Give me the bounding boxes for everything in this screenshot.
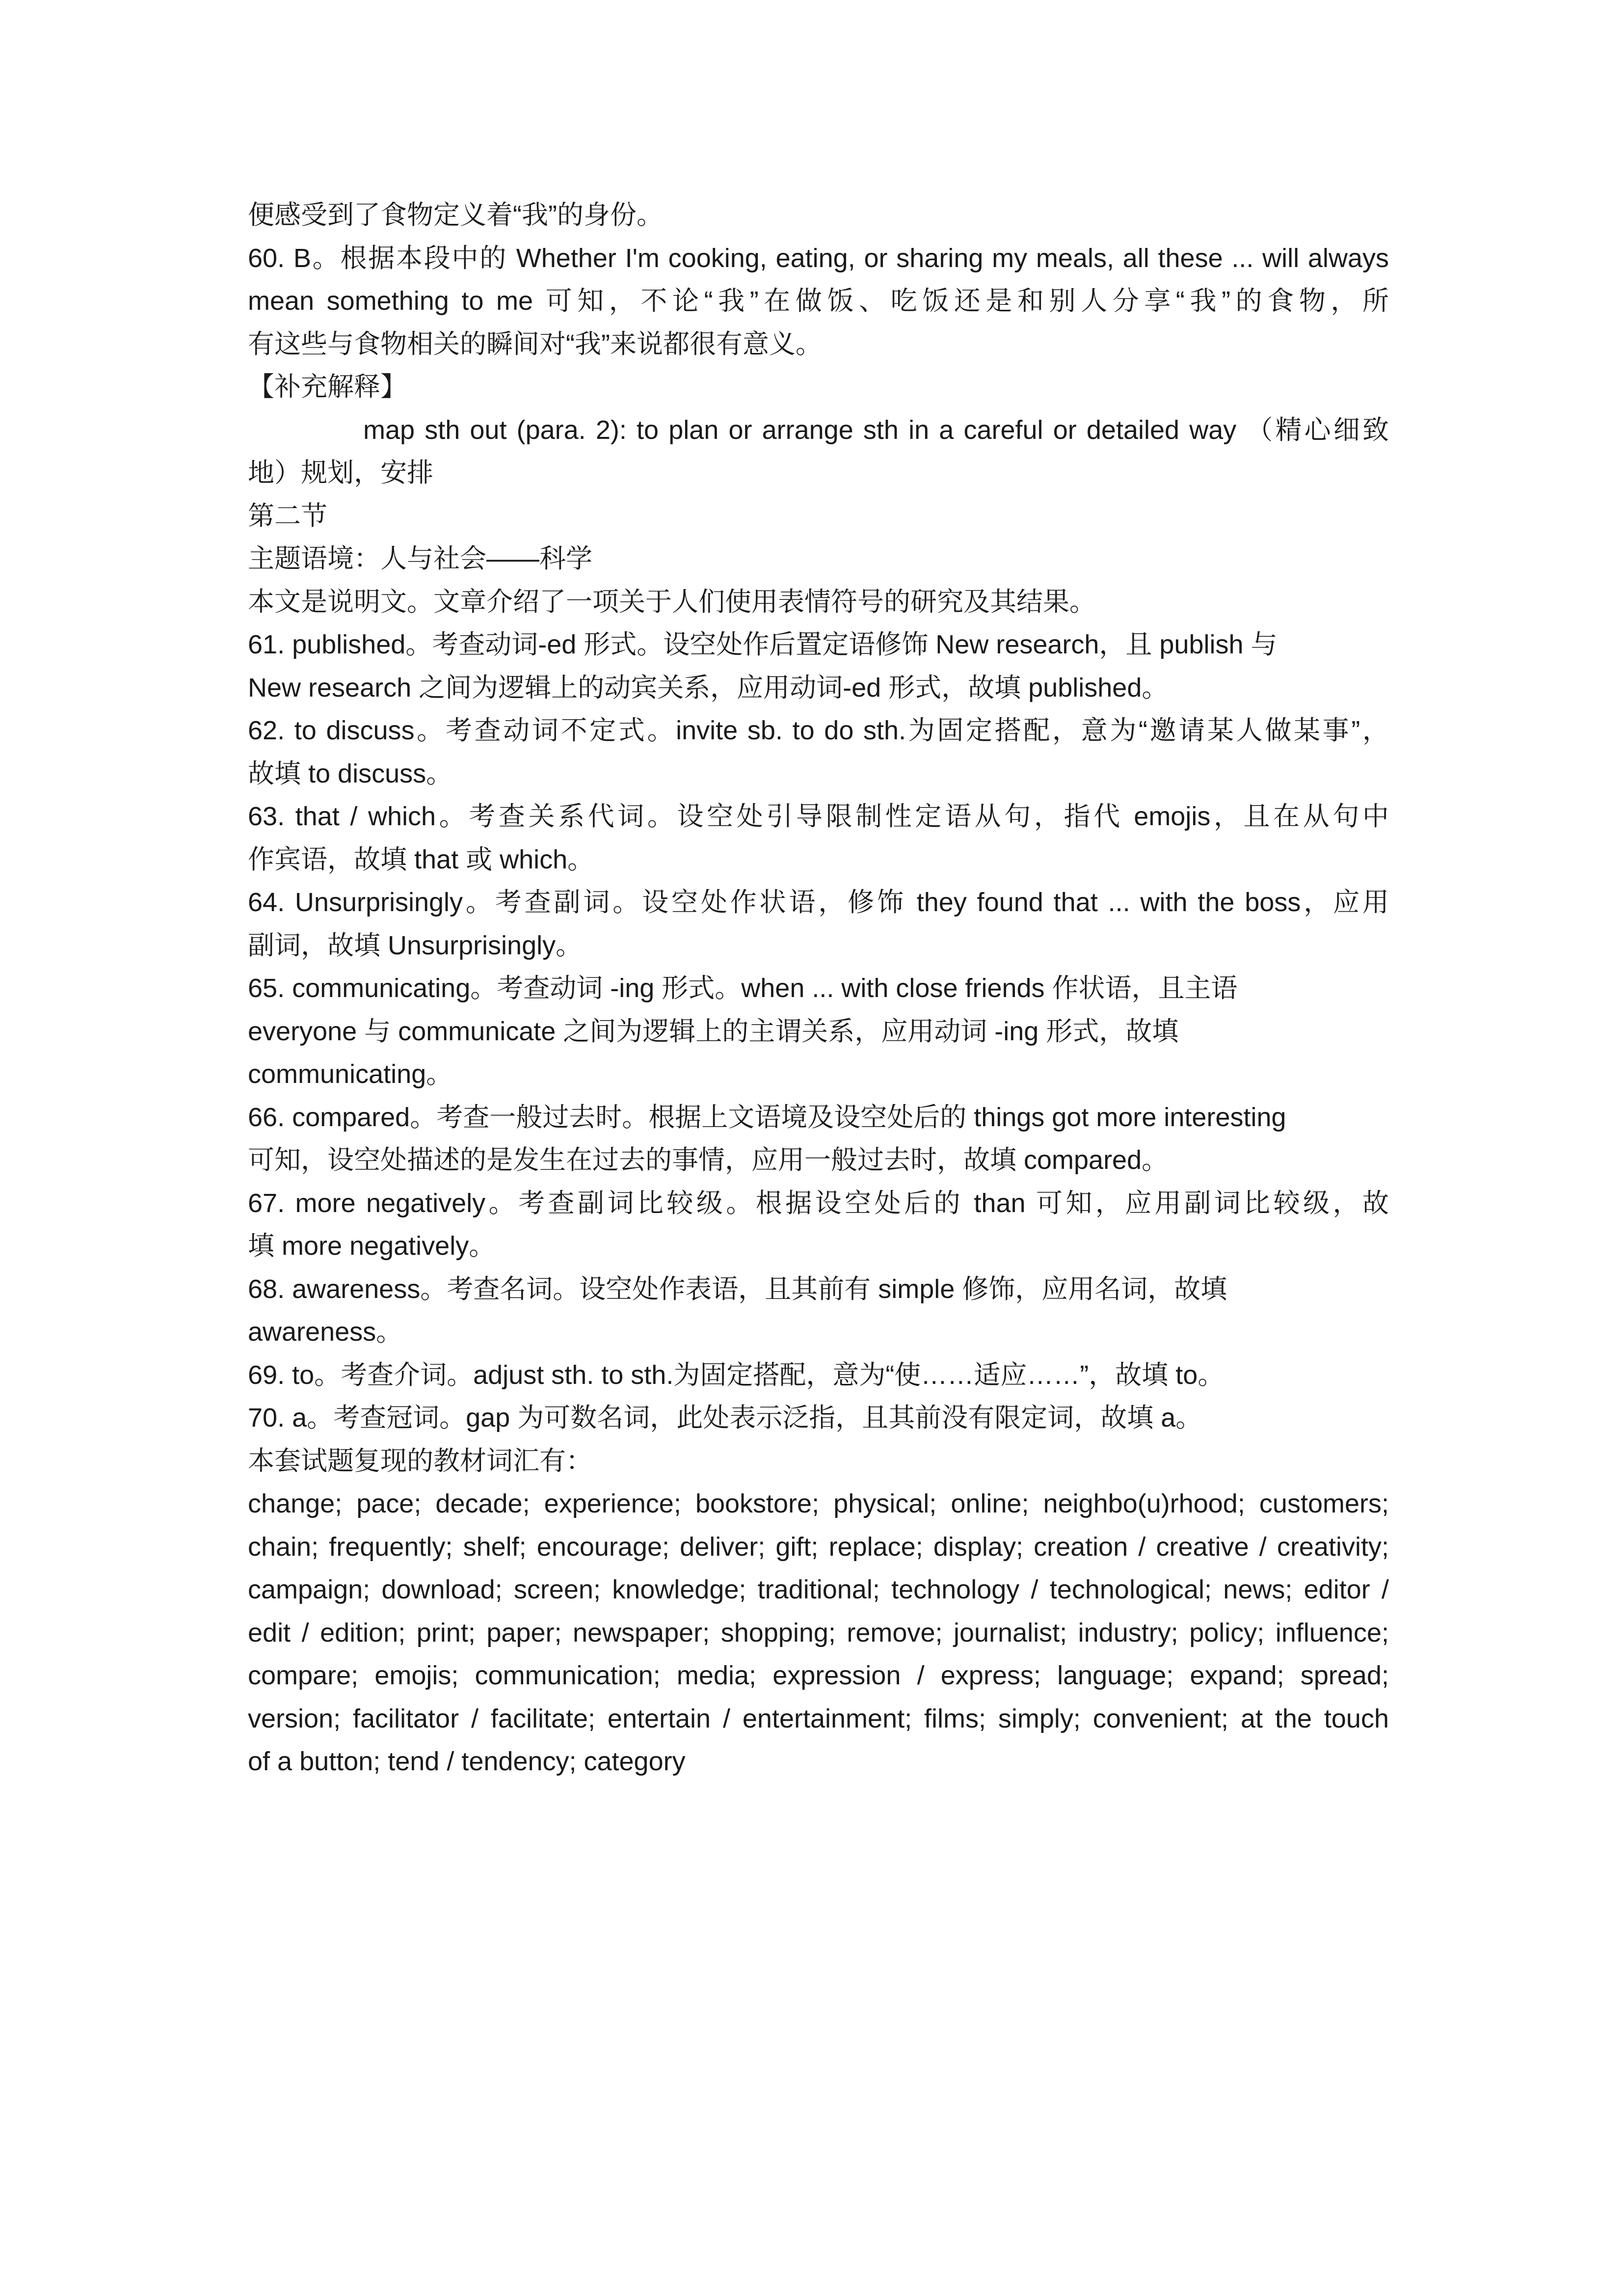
answer-60-line-1: 60. B。根据本段中的 Whether I'm cooking, eating, or sharing my meals, all these ... will always xyxy=(248,243,1389,273)
answer-67-line-1: 67. more negatively。考查副词比较级。根据设空处后的 than 可知，应用副词比较级，故 xyxy=(248,1188,1389,1218)
vocabulary-line-4: edit / edition; print; paper; newspaper; shopping; remove; journalist; industry; policy; influence; xyxy=(248,1618,1389,1648)
answer-66-line-2: 可知，设空处描述的是发生在过去的事情，应用一般过去时，故填 compared。 xyxy=(248,1145,1169,1175)
section-heading-supplement: 【补充解释】 xyxy=(248,372,407,402)
document-page xyxy=(248,194,1389,1783)
answer-65-line-2: everyone 与 communicate 之间为逻辑上的主谓关系，应用动词 -ing 形式，故填 xyxy=(248,1016,1179,1046)
answer-61-line-2: New research 之间为逻辑上的动宾关系，应用动词-ed 形式，故填 published。 xyxy=(248,673,1169,702)
answer-65-line-1: 65. communicating。考查动词 -ing 形式。when ... with close friends 作状语，且主语 xyxy=(248,973,1238,1003)
vocabulary-line-2: chain; frequently; shelf; encourage; deliver; gift; replace; display; creation / creative / creativity; xyxy=(248,1532,1389,1562)
answer-69: 69. to。考查介词。adjust sth. to sth.为固定搭配，意为“使……适应……”，故填 to。 xyxy=(248,1360,1224,1390)
answer-64-line-1: 64. Unsurprisingly。考查副词。设空处作状语，修饰 they found that ... with the boss，应用 xyxy=(248,888,1389,917)
vocabulary-line-3: campaign; download; screen; knowledge; traditional; technology / technological; news; editor / xyxy=(248,1575,1389,1604)
answer-67-line-2: 填 more negatively。 xyxy=(248,1231,496,1261)
passage-summary: 本文是说明文。文章介绍了一项关于人们使用表情符号的研究及其结果。 xyxy=(248,587,1096,617)
answer-62-line-1: 62. to discuss。考查动词不定式。invite sb. to do sth.为固定搭配，意为“邀请某人做某事”， xyxy=(248,716,1389,745)
answer-62-line-2: 故填 to discuss。 xyxy=(248,758,453,788)
theme-context: 主题语境：人与社会——科学 xyxy=(248,544,592,573)
answer-63-line-1: 63. that / which。考查关系代词。设空处引导限制性定语从句，指代 emojis，且在从句中 xyxy=(248,802,1389,831)
answer-63-line-2: 作宾语，故填 that 或 which。 xyxy=(248,844,594,874)
section-heading-part-two: 第二节 xyxy=(248,501,327,531)
text-line: 便感受到了食物定义着“我”的身份。 xyxy=(248,200,663,230)
vocabulary-line-5: compare; emojis; communication; media; expression / express; language; expand; spread; xyxy=(248,1661,1389,1690)
vocabulary-heading: 本套试题复现的教材词汇有： xyxy=(248,1446,592,1476)
supplement-line-2: 地）规划，安排 xyxy=(248,458,433,487)
answer-64-line-2: 副词，故填 Unsurprisingly。 xyxy=(248,930,583,960)
answer-68-line-2: awareness。 xyxy=(248,1317,403,1347)
answer-66-line-1: 66. compared。考查一般过去时。根据上文语境及设空处后的 things got more interesting xyxy=(248,1102,1286,1132)
answer-60-line-2: mean something to me 可知，不论“我”在做饭、吃饭还是和别人分享“我”的食物，所 xyxy=(248,286,1389,316)
vocabulary-line-1: change; pace; decade; experience; bookstore; physical; online; neighbo(u)rhood; customers; xyxy=(248,1489,1389,1518)
vocabulary-line-7: of a button; tend / tendency; category xyxy=(248,1747,686,1776)
answer-65-line-3: communicating。 xyxy=(248,1059,453,1089)
supplement-line-1: map sth out (para. 2): to plan or arrange sth in a careful or detailed way （精心细致 xyxy=(363,415,1389,445)
vocabulary-line-6: version; facilitator / facilitate; entertain / entertainment; films; simply; convenient; at the touch xyxy=(248,1703,1389,1733)
answer-70: 70. a。考查冠词。gap 为可数名词，此处表示泛指，且其前没有限定词，故填 a。 xyxy=(248,1403,1202,1432)
answer-68-line-1: 68. awareness。考查名词。设空处作表语，且其前有 simple 修饰，应用名词，故填 xyxy=(248,1274,1227,1304)
answer-61-line-1: 61. published。考查动词-ed 形式。设空处作后置定语修饰 New research，且 publish 与 xyxy=(248,630,1277,659)
answer-60-line-3: 有这些与食物相关的瞬间对“我”来说都很有意义。 xyxy=(248,329,822,359)
